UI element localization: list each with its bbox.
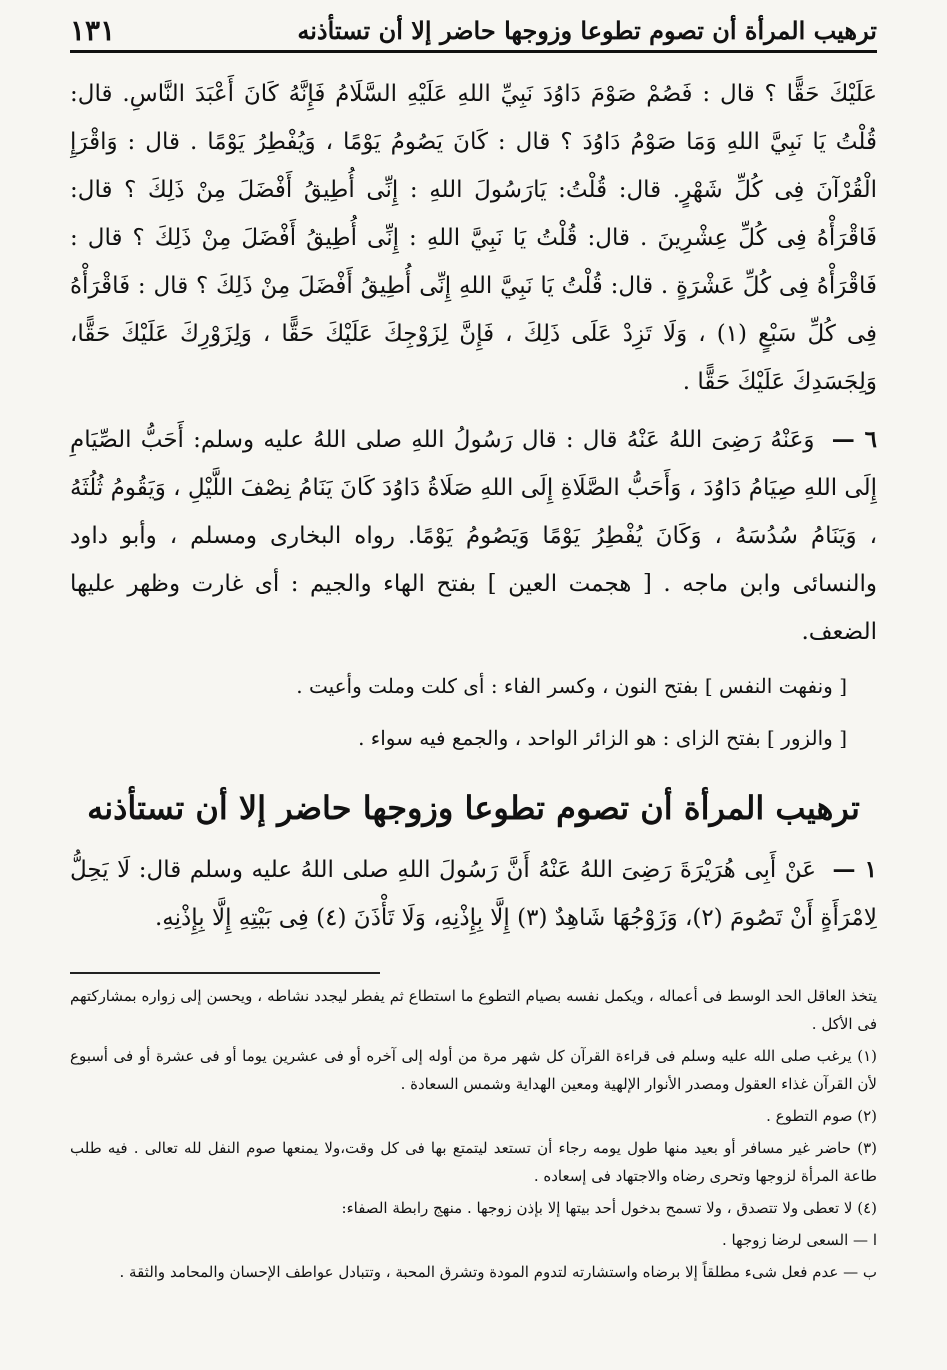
- footnote-1: (١) يرغب صلى الله عليه وسلم فى قراءة القرآن كل شهر مرة من أوله إلى آخره أو فى عشرين يوما أو فى عشرة أو فى أسبوع لأن القرآن غذاء العقول ومصدر الأنوار الإلهية ومعين الهداية وشمس السعادة .: [70, 1047, 877, 1093]
- footnotes: [70, 982, 877, 1286]
- gloss-line: [ والزور ] بفتح الزاى : هو الزائر الواحد ، والجمع فيه سواء .: [358, 726, 847, 750]
- footnote-4: (٤) لا تعطى ولا تتصدق ، ولا تسمح بدخول أحد بيتها إلا بإذن زوجها . منهج رابطة الصفاء:: [341, 1199, 877, 1217]
- running-header: [70, 10, 877, 53]
- footnote-3: (٣) حاضر غير مسافر أو بعيد منها طول يومه رجاء أن تستعد ليتمتع بها فى كل وقت،ولا يمنعها صوم النفل لله تعالى . فيه طلب طاعة المرأة لزوجها وتحرى رضاه والاجتهاد فى إسعاده .: [70, 1139, 877, 1185]
- hadith-number: ٦ —: [831, 426, 878, 453]
- header-title: ترهيب المرأة أن تصوم تطوعا وزوجها حاضر إلا أن تستأذنه: [297, 15, 877, 45]
- footnote-2: (٢) صوم التطوع .: [766, 1107, 877, 1125]
- main-text: [70, 70, 877, 942]
- hadith-paragraph-6: [70, 416, 877, 656]
- hadith-number: ١ —: [832, 856, 877, 883]
- page-number: ١٣١: [70, 13, 116, 47]
- footnote-4-item-a: ا — السعى لرضا زوجها .: [721, 1231, 877, 1249]
- hadith-text: عَنْ أَبِى هُرَيْرَةَ رَضِىَ اللهُ عَنْهُ أَنَّ رَسُولَ اللهِ صلى اللهُ عليه وسلم قال: لَا يَحِلُّ لِامْرَأَةٍ أَنْ تَصُومَ (٢)، وَزَوْجُهَا شَاهِدٌ (٣) إِلَّا بِإِذْنِهِ، وَلَا تَأْذَنَ (٤) فِى بَيْتِهِ إِلَّا بِإِذْنِهِ.: [70, 857, 877, 931]
- footnote-intro: يتخذ العاقل الحد الوسط فى أعماله ، ويكمل نفسه بصيام التطوع ما استطاع ثم يفطر ليجدد نشاطه ، ويحسن إلى زواره بمشاركتهم فى الأكل .: [70, 987, 877, 1033]
- footnote-4-item-b: ب — عدم فعل شىء مطلقاً إلا برضاه واستشارته لتدوم المودة وتشرق المحبة ، وتتبادل عواطف الإحسان والمحامد والثقة .: [119, 1263, 877, 1281]
- gloss-line: [ ونفهت النفس ] بفتح النون ، وكسر الفاء : أى كلت وملت وأعيت .: [296, 674, 847, 698]
- book-page: [70, 0, 877, 1370]
- hadith-text: وَعَنْهُ رَضِىَ اللهُ عَنْهُ قال : قال رَسُولُ اللهِ صلى اللهُ عليه وسلم: أَحَبُّ الصِّيَامِ إِلَى اللهِ صِيَامُ دَاوُدَ ، وَأَحَبُّ الصَّلَاةِ إِلَى اللهِ صَلَاةُ دَاوُدَ كَانَ يَنَامُ نِصْفَ اللَّيْلِ ، وَيَقُومُ ثُلُثَهُ ، وَيَنَامُ سُدُسَهُ ، وَكَانَ يُفْطِرُ يَوْمًا وَيَصُومُ يَوْمًا. رواه البخارى ومسلم ، وأبو داود والنسائى وابن ماجه . [ هجمت العين ] بفتح الهاء والجيم : أى غارت وظهر عليها الضعف.: [70, 427, 877, 645]
- hadith-paragraph-1: [70, 846, 877, 942]
- hadith-paragraph-continuation: عَلَيْكَ حَقًّا ؟ قال : فَصُمْ صَوْمَ دَاوُدَ نَبِيِّ اللهِ عَلَيْهِ السَّلَامُ فَإِنَّهُ كَانَ أَعْبَدَ النَّاسِ. قال: قُلْتُ يَا نَبِيَّ اللهِ وَمَا صَوْمُ دَاوُدَ ؟ قال : كَانَ يَصُومُ يَوْمًا ، وَيُفْطِرُ يَوْمًا . قال : وَاقْرَإِ الْقُرْآنَ فِى كُلِّ شَهْرٍ. قال: قُلْتُ: يَارَسُولَ اللهِ : إِنِّى أُطِيقُ أَفْضَلَ مِنْ ذَلِكَ ؟ قال: فَاقْرَأْهُ فِى كُلِّ عِشْرِينَ . قال: قُلْتُ يَا نَبِيَّ اللهِ : إِنِّى أُطِيقُ أَفْضَلَ مِنْ ذَلِكَ ؟ قال : فَاقْرَأْهُ فِى كُلِّ عَشْرَةٍ . قال: قُلْتُ يَا نَبِيَّ اللهِ إِنِّى أُطِيقُ أَفْضَلَ مِنْ ذَلِكَ ؟ قال : فَاقْرَأْهُ فِى كُلِّ سَبْعٍ (١) ، وَلَا تَزِدْ عَلَى ذَلِكَ ، فَإِنَّ لِزَوْجِكَ عَلَيْكَ حَقًّا ، وَلِزَوْرِكَ عَلَيْكَ حَقًّا، وَلِجَسَدِكَ عَلَيْكَ حَقًّا .: [70, 81, 877, 395]
- footnote-divider: [70, 972, 380, 974]
- section-title: ترهيب المرأة أن تصوم تطوعا وزوجها حاضر إلا أن تستأذنه: [87, 789, 860, 827]
